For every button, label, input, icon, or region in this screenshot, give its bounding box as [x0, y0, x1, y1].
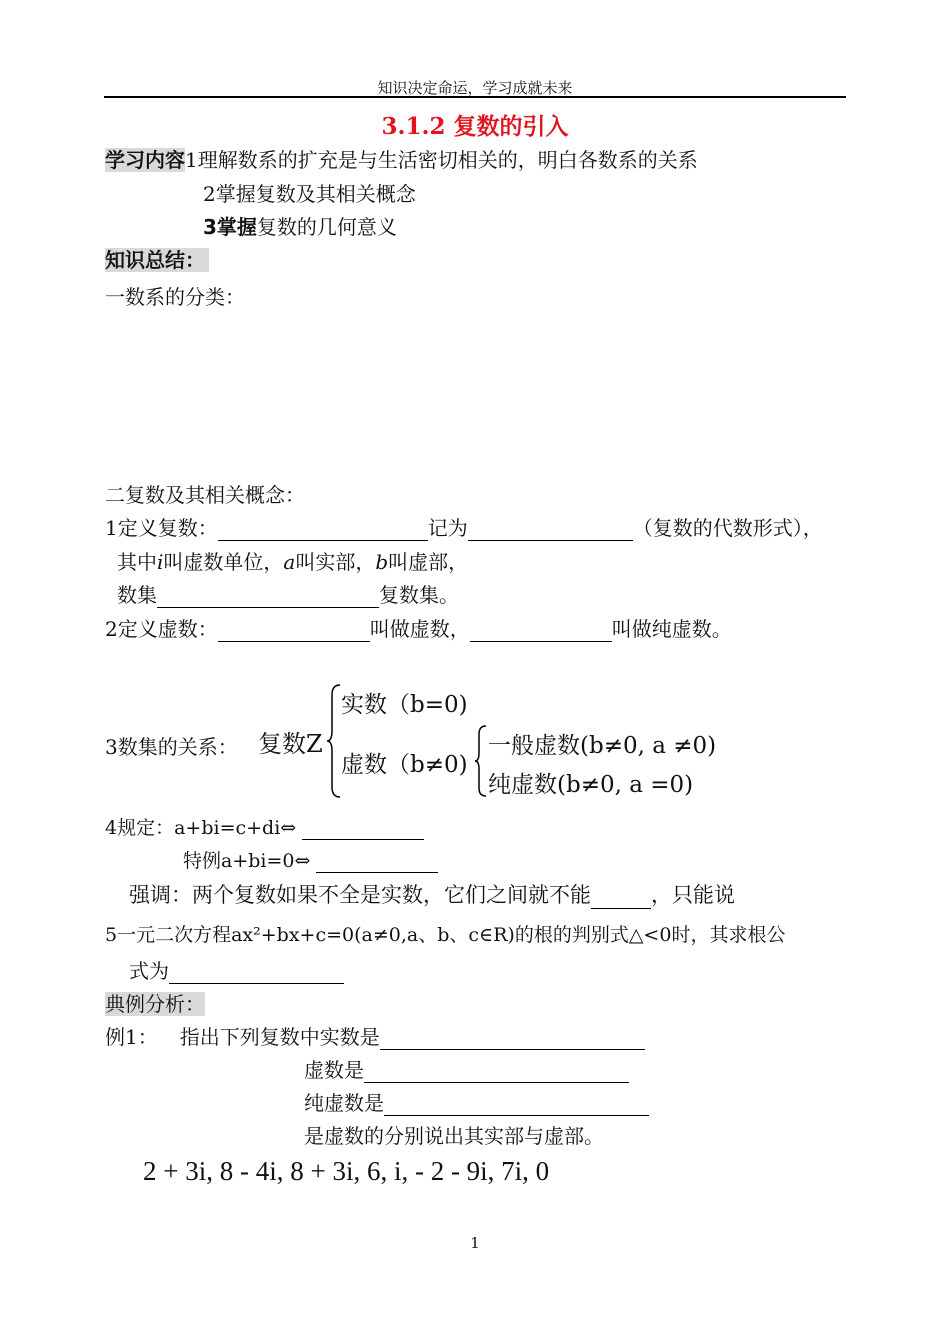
var-a: a [283, 550, 296, 574]
item-5-line-1: 5一元二次方程ax²+bx+c=0(a≠0,a、b、c∈R)的根的判别式△<0时，其求根公 [105, 924, 786, 946]
learning-item-3-rest: 复数的几何意义 [256, 215, 397, 239]
definition-1-line-3 [117, 579, 459, 608]
learning-line-3 [203, 211, 397, 240]
def2-blank-2[interactable] [470, 621, 612, 642]
def1-real: 叫实部， [295, 550, 376, 574]
def2-pure: 叫做纯虚数。 [611, 617, 732, 641]
example-1-real: 指出下列复数中实数是 [179, 1025, 380, 1049]
item-5-line-2 [129, 955, 344, 984]
example-1-label: 例1： [105, 1025, 158, 1049]
section-number-classification: 一数系的分类： [105, 285, 245, 309]
example-1-blank-imag[interactable] [364, 1062, 629, 1083]
def1-unit: 叫虚数单位， [163, 550, 284, 574]
emphasis-text-2: ，只能说 [651, 883, 735, 907]
page-header: 知识决定命运，学习成就未来 [377, 79, 573, 97]
rule-4 [105, 813, 424, 840]
emphasis-line [129, 879, 735, 909]
emphasis-blank[interactable] [591, 888, 651, 909]
summary-label: 知识总结： [105, 248, 209, 272]
learning-item-2: 2掌握复数及其相关概念 [203, 182, 416, 206]
example-1-line-2 [304, 1054, 629, 1083]
example-1-line-1 [105, 1021, 645, 1050]
learning-label: 学习内容 [105, 148, 185, 172]
def1-imag: 叫虚部， [388, 550, 469, 574]
section-complex-concepts: 二复数及其相关概念： [105, 483, 305, 507]
learning-item-1: 1理解数系的扩充是与生活密切相关的，明白各数系的关系 [185, 148, 698, 172]
summary-heading [105, 244, 209, 273]
relation-root: 复数Z [258, 730, 323, 758]
def1-complex-set: 复数集。 [379, 583, 459, 607]
var-b: b [375, 550, 389, 574]
inner-brace-icon [474, 724, 488, 798]
relation-label: 3数集的关系： [105, 735, 238, 759]
rule4-text: 4规定：a+bi=c+di⇔ [105, 817, 297, 839]
learning-item-3-bold: 3掌握 [203, 215, 257, 239]
example-1-line-3 [304, 1087, 649, 1116]
def2-blank-1[interactable] [218, 621, 370, 642]
rule4-special-text: 特例a+bi=0⇔ [183, 850, 311, 872]
relation-pure: 纯虚数(b≠0, a =0) [488, 772, 694, 798]
def1-blank-1[interactable] [218, 520, 428, 541]
rule4-blank[interactable] [302, 819, 424, 840]
page-number: 1 [470, 1234, 480, 1252]
rule4-special-blank[interactable] [316, 852, 438, 873]
example-1-list: 2 + 3i, 8 - 4i, 8 + 3i, 6, i, - 2 - 9i, 7i, 0 [143, 1156, 550, 1186]
left-brace-icon [326, 683, 342, 799]
example-1-pure: 纯虚数是 [304, 1091, 384, 1115]
definition-2 [105, 613, 732, 642]
def1-note: （复数的代数形式）， [632, 516, 823, 540]
def1-denoted: 记为 [427, 516, 468, 540]
definition-1-line-1 [105, 512, 823, 541]
header-divider [104, 96, 846, 98]
def1-set: 数集 [117, 583, 157, 607]
var-i: i [157, 550, 164, 574]
example-1-blank-real[interactable] [380, 1029, 645, 1050]
example-1-blank-pure[interactable] [384, 1095, 649, 1116]
def1-blank-3[interactable] [157, 587, 379, 608]
item5-formula-label: 式为 [129, 959, 169, 983]
rule-4-special [183, 846, 438, 873]
emphasis-text: 强调：两个复数如果不全是实数，它们之间就不能 [129, 883, 591, 907]
example-1-imag: 虚数是 [304, 1058, 364, 1082]
def1-label: 1定义复数： [105, 516, 218, 540]
example-1-parts: 是虚数的分别说出其实部与虚部。 [304, 1124, 604, 1148]
def1-where: 其中 [117, 550, 157, 574]
examples-label: 典例分析： [105, 992, 205, 1016]
def1-blank-2[interactable] [468, 520, 633, 541]
def2-imag: 叫做虚数， [369, 617, 470, 641]
relation-imag: 虚数（b≠0) [341, 752, 468, 778]
def2-label: 2定义虚数： [105, 617, 218, 641]
definition-1-line-2 [117, 546, 468, 575]
learning-line-1 [105, 144, 698, 173]
item5-blank[interactable] [169, 963, 344, 984]
relation-general: 一般虚数(b≠0, a ≠0) [488, 733, 717, 759]
page-title: 3.1.2 复数的引入 [381, 113, 569, 140]
relation-real: 实数（b=0) [341, 692, 468, 718]
examples-heading [105, 988, 205, 1017]
